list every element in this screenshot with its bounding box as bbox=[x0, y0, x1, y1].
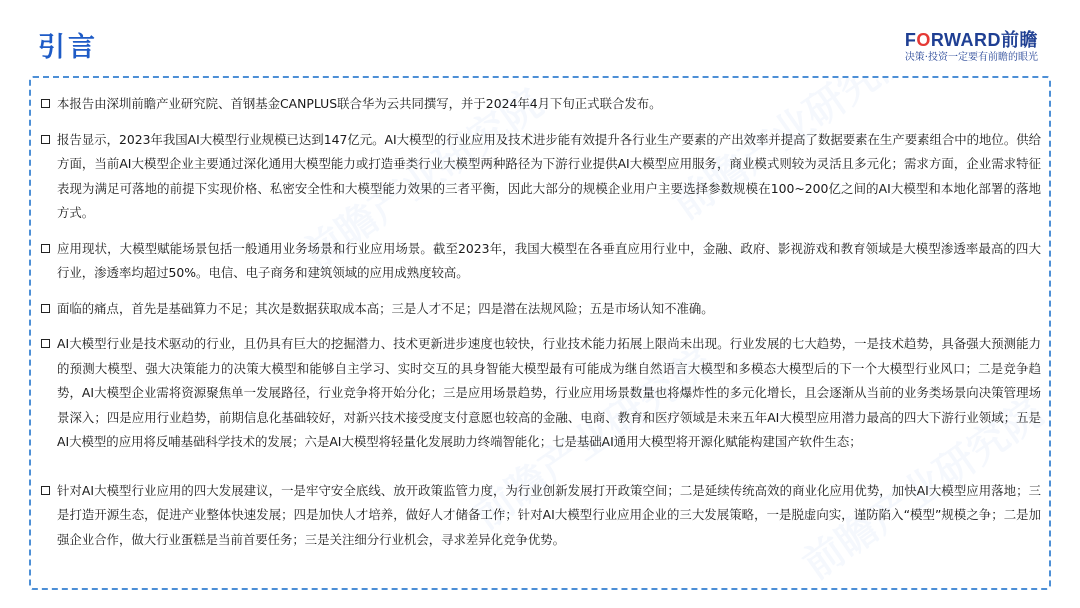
list-item bbox=[41, 479, 1041, 553]
content-box bbox=[29, 76, 1051, 590]
square-bullet-icon bbox=[41, 304, 50, 313]
paragraph-text: 面临的痛点，首先是基础算力不足；其次是数据获取成本高；三是人才不足；四是潜在法规风险；五是市场认知不准确。 bbox=[57, 300, 714, 316]
square-bullet-icon bbox=[41, 135, 50, 144]
brand-slogan: 决策·投资一定要有前瞻的眼光 bbox=[904, 52, 1038, 63]
list-item bbox=[41, 128, 1041, 226]
paragraph-text: 应用现状，大模型赋能场景包括一般通用业务场景和行业应用场景。截至2023年，我国大模型在各垂直应用行业中，金融、政府、影视游戏和教育领域是大模型渗透率最高的四大行业，渗透率均超过50%。电信、电子商务和建筑领域的应用成熟度较高。 bbox=[57, 240, 1041, 280]
list-item bbox=[41, 237, 1041, 286]
list-item bbox=[41, 92, 1041, 117]
paragraph-text: 针对AI大模型行业应用的四大发展建议，一是牢守安全底线、放开政策监管力度，为行业创新发展打开政策空间；二是延续传统高效的商业化应用优势，加快AI大模型应用落地；三是打造开源生态，促进产业整体快速发展；四是加快人才培养，做好人才储备工作；针对AI大模型行业应用企业的三大发展策略，一是脱虚向实，谨防陷入“模型”规模之争；二是加强企业合作，做大行业蛋糕是当前首要任务；三是关注细分行业机会，寻求差异化竞争优势。 bbox=[57, 482, 1041, 547]
list-item bbox=[41, 297, 1041, 322]
page-title: 引言 bbox=[38, 32, 98, 63]
paragraph-text: 报告显示，2023年我国AI大模型行业规模已达到147亿元。AI大模型的行业应用及技术进步能有效提升各行业生产要素的产出效率并提高了数据要素在生产要素组合中的地位。供给方面，当前AI大模型企业主要通过深化通用大模型能力或打造垂类行业大模型两种路径为下游行业提供AI大模型应用服务，商业模式则较为灵活且多元化；需求方面，企业需求特征表现为满足可落地的前提下实现价格、私密安全性和大模型能力效果的三者平衡，因此大部分的规模企业用户主要选择参数规模在100~200亿之间的AI大模型和本地化部署的落地方式。 bbox=[57, 131, 1041, 220]
forward-logo: FORWARD前瞻 bbox=[904, 30, 1038, 50]
square-bullet-icon bbox=[41, 99, 50, 108]
bullet-list bbox=[41, 92, 1041, 552]
list-item bbox=[41, 332, 1041, 455]
square-bullet-icon bbox=[41, 486, 50, 495]
logo-o-mark: O bbox=[916, 30, 931, 50]
paragraph-text: 本报告由深圳前瞻产业研究院、首钢基金CANPLUS联合华为云共同撰写，并于2024年4月下旬正式联合发布。 bbox=[57, 96, 662, 111]
square-bullet-icon bbox=[41, 244, 50, 253]
brand-logo-block bbox=[905, 30, 1038, 65]
square-bullet-icon bbox=[41, 339, 50, 348]
paragraph-text: AI大模型行业是技术驱动的行业，且仍具有巨大的挖掘潜力、技术更新进步速度也较快，行业技术能力拓展上限尚未出现。行业发展的七大趋势，一是技术趋势，具备强大预测能力的预测大模型、强大决策能力的决策大模型和能够自主学习、实时交互的具身智能大模型最有可能成为继自然语言大模型和多模态大模型后的下一个大模型行业风口；二是竞争趋势，AI大模型企业需将资源聚焦单一发展路径，行业竞争将开始分化；三是应用场景趋势，行业应用场景数量也将爆炸性的多元化增长，且会逐渐从当前的业务类场景向决策管理场景深入；四是应用行业趋势，前期信息化基础较好，对新兴技术接受度支付意愿也较高的金融、电商、教育和医疗领域是未来五年AI大模型应用潜力最高的四大下游行业领域；五是AI大模型的应用将反哺基础科学技术的发展；六是AI大模型将轻量化发展助力终端智能化；七是基础AI通用大模型将开源化赋能构建国产软件生态； bbox=[57, 336, 1041, 449]
